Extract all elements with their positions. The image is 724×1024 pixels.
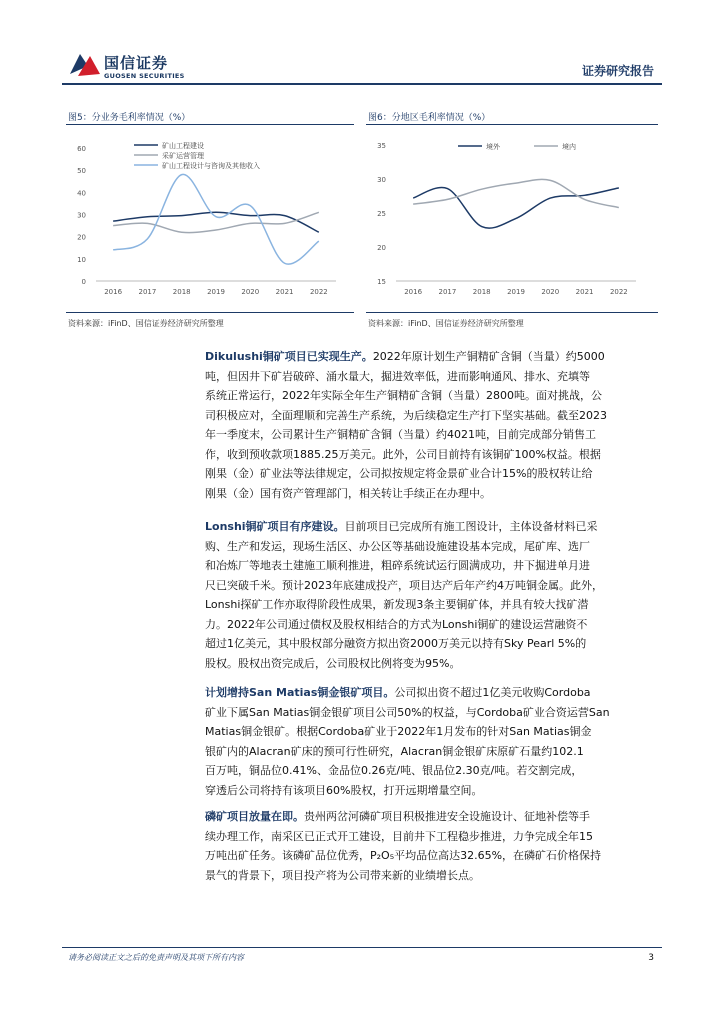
paragraph-line: 续办理工作，南采区已正式开工建设，目前井下工程稳步推进，力争完成全年15 <box>205 829 593 843</box>
paragraph-dikulushi <box>205 347 658 503</box>
x-tick-label: 2017 <box>138 288 157 296</box>
paragraph-line: 2022年原计划生产铜精矿含铜（当量）约5000 <box>372 350 605 363</box>
figure-5-chart <box>66 128 356 308</box>
y-tick-label: 30 <box>377 176 386 184</box>
paragraph-line: 矿业下属San Matias铜金银矿项目公司50%的权益，与Cordoba矿业合资运营San <box>205 705 610 719</box>
paragraph-line: 目前项目已完成所有施工图设计，主体设备材料已采 <box>344 520 598 533</box>
paragraph-line: 景气的背景下，项目投产将为公司带来新的业绩增长点。 <box>205 868 480 882</box>
figure-6-title: 图6：分地区毛利率情况（%） <box>368 113 491 123</box>
paragraph-line: 吨，但因井下矿岩破碎、涌水量大，掘进效率低，进而影响通风、排水、充填等 <box>205 369 590 383</box>
paragraph-line: 刚果（金）国有资产管理部门，相关转让手续正在办理中。 <box>205 486 491 500</box>
header-divider <box>62 83 662 85</box>
x-tick-label: 2016 <box>104 288 123 296</box>
y-tick-label: 25 <box>377 210 386 218</box>
y-tick-label: 35 <box>377 142 386 150</box>
company-logo <box>68 50 198 84</box>
brand-name-cn: 国信证券 <box>104 54 169 72</box>
x-tick-label: 2018 <box>472 288 491 296</box>
y-tick-label: 30 <box>77 211 86 220</box>
brand-name-en: GUOSEN SECURITIES <box>104 72 185 80</box>
paragraph-line: 贵州两岔河磷矿项目积极推进安全设施设计、征地补偿等手 <box>304 810 590 823</box>
paragraph-lead: 计划增持San Matias铜金银矿项目。 <box>205 686 395 699</box>
legend-label: 采矿运营管理 <box>162 152 204 160</box>
paragraph-line: 穿透后公司将持有该项目60%股权，打开远期增量空间。 <box>205 783 483 797</box>
paragraph-san-matias <box>205 683 658 800</box>
paragraph-line: 年一季度末，公司累计生产铜精矿含铜（当量）约4021吨，目前完成部分销售工 <box>205 428 596 441</box>
figure-5-title-rule <box>66 124 354 125</box>
paragraph-line: 股权。股权出资完成后，公司股权比例将变为95%。 <box>205 656 461 670</box>
paragraph-line: Matias铜金银矿。根据Cordoba矿业于2022年1月发布的针对San Matias铜金 <box>205 725 592 738</box>
paragraph-line: 购、生产和发运，现场生活区、办公区等基础设施建设基本完成，尾矿库、选厂 <box>205 539 590 553</box>
paragraph-lead: Lonshi铜矿项目有序建设。 <box>205 520 345 533</box>
y-tick-label: 20 <box>77 233 86 242</box>
paragraph-line: 司积极应对，全面理顺和完善生产系统，为后续稳定生产打下坚实基础。截至2023 <box>205 408 607 422</box>
x-tick-label: 2020 <box>241 288 260 296</box>
series-line-2 <box>413 179 619 207</box>
figure-6-source-rule <box>366 312 658 313</box>
x-tick-label: 2022 <box>309 288 328 296</box>
legend-label: 矿山工程设计与咨询及其他收入 <box>162 162 260 170</box>
series-line-2 <box>113 212 319 232</box>
paragraph-lead: Dikulushi铜矿项目已实现生产。 <box>205 350 373 363</box>
paragraph-line: 超过1亿美元，其中股权部分融资方拟出资2000万美元以持有Sky Pearl 5%的 <box>205 637 587 650</box>
x-tick-label: 2018 <box>172 288 191 296</box>
x-tick-label: 2017 <box>438 288 457 296</box>
paragraph-lonshi <box>205 517 658 673</box>
footer-divider <box>62 947 662 948</box>
series-line-3 <box>113 174 319 264</box>
report-type-label: 证券研究报告 <box>581 64 654 78</box>
figure-5-source: 资料来源：iFinD、国信证券经济研究所整理 <box>68 319 224 328</box>
y-tick-label: 20 <box>377 244 386 252</box>
page-number: 3 <box>648 953 654 963</box>
x-tick-label: 2021 <box>275 288 294 296</box>
paragraph-line: 和冶炼厂等地表土建施工顺利推进，粗碎系统试运行圆满成功，井下掘进单月进 <box>205 559 590 572</box>
paragraph-phosphate <box>205 807 658 885</box>
y-tick-label: 40 <box>77 189 86 198</box>
paragraph-line: 万吨出矿任务。该磷矿品位优秀，P₂O₅平均品位高达32.65%，在磷矿石价格保持 <box>205 849 602 862</box>
page-header <box>0 0 724 88</box>
y-tick-label: 10 <box>77 255 86 264</box>
x-tick-label: 2019 <box>507 288 525 296</box>
figure-5-title: 图5：分业务毛利率情况（%） <box>68 113 191 123</box>
legend-label: 矿山工程建设 <box>162 142 204 150</box>
paragraph-line: Lonshi探矿工作亦取得阶段性成果，新发现3条主要铜矿体，并具有较大找矿潜 <box>205 598 589 611</box>
paragraph-lead: 磷矿项目放量在即。 <box>205 810 304 823</box>
paragraph-line: 力。2022年公司通过债权及股权相结合的方式为Lonshi铜矿的建设运营融资不 <box>205 617 588 631</box>
x-tick-label: 2020 <box>541 288 560 296</box>
paragraph-line: 刚果（金）矿业法等法律规定，公司拟按规定将金景矿业合计15%的股权转让给 <box>205 467 593 480</box>
x-tick-label: 2016 <box>404 288 423 296</box>
x-tick-label: 2021 <box>575 288 594 296</box>
paragraph-line: 尺已突破千米。预计2023年底建成投产，项目达产后年产约4万吨铜金属。此外， <box>205 578 603 592</box>
paragraph-line: 银矿内的Alacran矿床的预可行性研究，Alacran铜金银矿床原矿石量约102.1 <box>205 744 584 758</box>
figure-6-chart <box>366 128 658 308</box>
series-line-1 <box>413 187 619 228</box>
legend-label: 境外 <box>486 143 500 151</box>
paragraph-line: 作，收到预收款项1885.25万美元。此外，公司目前持有该铜矿100%权益。根据 <box>205 447 601 461</box>
footer-disclaimer: 请务必阅读正文之后的免责声明及其项下所有内容 <box>68 953 244 962</box>
paragraph-line: 系统正常运行，2022年实际全年生产铜精矿含铜（当量）2800吨。面对挑战，公 <box>205 389 602 402</box>
logo-mark-icon <box>68 50 102 80</box>
paragraph-line: 公司拟出资不超过1亿美元收购Cordoba <box>394 686 591 699</box>
x-tick-label: 2019 <box>207 288 225 296</box>
figure-5-source-rule <box>66 312 354 313</box>
figure-6-title-rule <box>366 124 658 125</box>
paragraph-line: 百万吨，铜品位0.41%、金品位0.26克/吨、银品位2.30克/吨。若交割完成， <box>205 764 583 777</box>
y-tick-label: 15 <box>377 278 386 286</box>
figure-6-source: 资料来源：iFinD、国信证券经济研究所整理 <box>368 319 524 328</box>
x-tick-label: 2022 <box>609 288 628 296</box>
y-tick-label: 0 <box>81 278 86 286</box>
y-tick-label: 50 <box>77 167 86 176</box>
legend-label: 境内 <box>562 143 576 151</box>
y-tick-label: 60 <box>77 145 86 153</box>
